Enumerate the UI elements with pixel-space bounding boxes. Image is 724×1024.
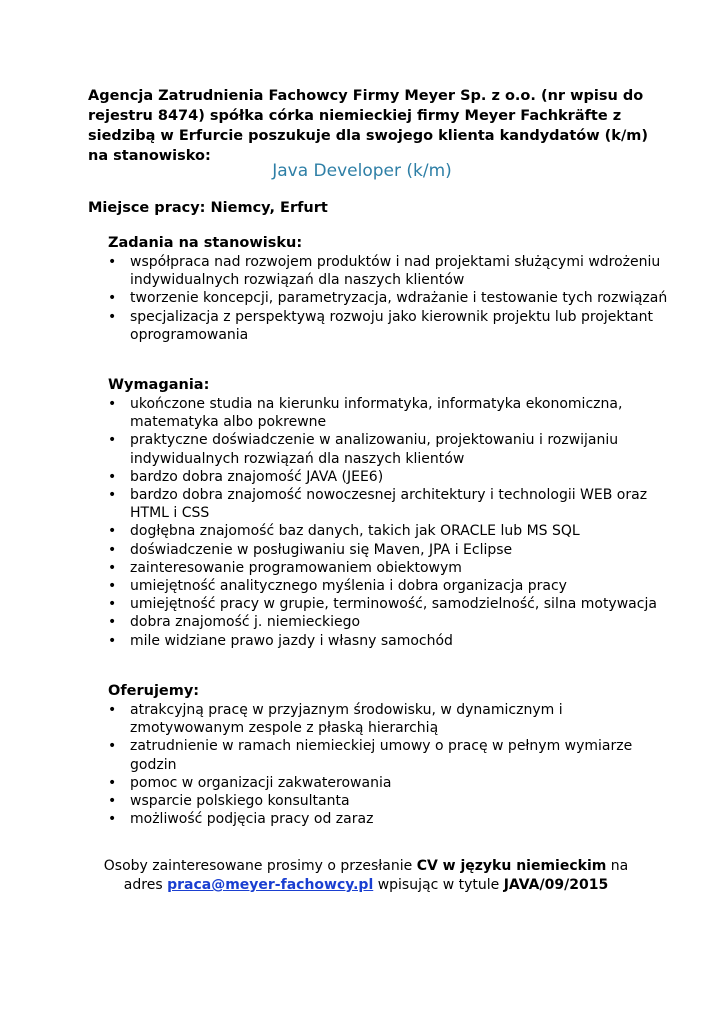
tasks-list — [108, 253, 668, 344]
bullet-icon: • — [108, 793, 117, 810]
requirements-heading: Wymagania: — [108, 377, 210, 393]
work-location: Miejsce pracy: Niemcy, Erfurt — [88, 200, 328, 216]
list-item — [108, 774, 668, 792]
list-item — [108, 559, 668, 577]
list-item-text: wsparcie polskiego konsultanta — [130, 793, 350, 810]
bullet-icon: • — [108, 396, 117, 412]
list-item — [108, 431, 668, 467]
list-item — [108, 792, 668, 810]
list-item-text: bardzo dobra znajomość JAVA (JEE6) — [130, 468, 384, 485]
offer-section — [108, 682, 668, 828]
bullet-icon: • — [108, 290, 117, 307]
list-item-text: tworzenie koncepcji, parametryzacja, wdrażanie i testowanie tych rozwiązań — [130, 290, 668, 307]
list-item — [108, 289, 668, 307]
list-item-text: współpraca nad rozwojem produktów i nad projektami służącymi wdrożeniu indywidualnych rozwiązań dla naszych klientów — [130, 254, 661, 289]
list-item-text: zatrudnienie w ramach niemieckiej umowy o pracę w pełnym wymiarze godzin — [130, 738, 633, 773]
bullet-icon: • — [108, 541, 117, 558]
list-item — [108, 577, 668, 595]
bullet-icon: • — [108, 432, 117, 449]
closing-text-2: na adres — [123, 858, 629, 893]
list-item-text: bardzo dobra znajomość nowoczesnej architektury i technologii WEB oraz HTML i CSS — [130, 487, 648, 522]
list-item-text: doświadczenie w posługiwaniu się Maven, JPA i Eclipse — [130, 541, 513, 558]
email-link[interactable]: praca@meyer-fachowcy.pl — [167, 877, 374, 893]
bullet-icon: • — [108, 308, 117, 325]
requirements-list — [108, 395, 668, 650]
bullet-icon: • — [108, 523, 117, 540]
list-item — [108, 632, 668, 650]
bullet-icon: • — [108, 487, 117, 504]
list-item-text: praktyczne doświadczenie w analizowaniu, projektowaniu i rozwijaniu indywidualnych rozwiązań dla naszych klientów — [130, 432, 619, 467]
offer-heading: Oferujemy: — [108, 683, 200, 699]
list-item — [108, 810, 668, 828]
cv-language-requirement: CV w języku niemieckim — [416, 858, 607, 874]
list-item — [108, 613, 668, 631]
bullet-icon: • — [108, 468, 117, 485]
list-item — [108, 541, 668, 559]
list-item-text: specjalizacja z perspektywą rozwoju jako kierownik projektu lub projektant oprogramowania — [130, 308, 653, 343]
list-item — [108, 701, 668, 737]
bullet-icon: • — [108, 559, 117, 576]
reference-code: JAVA/09/2015 — [503, 877, 609, 893]
closing-text-3: wpisując w tytule — [373, 877, 504, 893]
bullet-icon: • — [108, 578, 117, 595]
bullet-icon: • — [108, 632, 117, 649]
list-item-text: możliwość podjęcia pracy od zaraz — [130, 811, 374, 828]
list-item-text: zainteresowanie programowaniem obiektowym — [130, 559, 462, 576]
list-item-text: dobra znajomość j. niemieckiego — [130, 614, 361, 631]
list-item-text: umiejętność pracy w grupie, terminowość, samodzielność, silna motywacja — [130, 596, 657, 613]
intro-paragraph: Agencja Zatrudnienia Fachowcy Firmy Meyer Sp. z o.o. (nr wpisu do rejestru 8474) spółka córka niemieckiej firmy Meyer Fachkräfte z siedzibą w Erfurcie poszukuje dla swojego klienta kandydatów (k/m) na stanowisko: — [88, 88, 648, 164]
bullet-icon: • — [108, 614, 117, 631]
requirements-section — [108, 376, 668, 650]
list-item-text: atrakcyjną pracę w przyjaznym środowisku, w dynamicznym i zmotywowanym zespole z płaską hierarchią — [130, 702, 563, 737]
tasks-section — [108, 234, 668, 344]
list-item — [108, 486, 668, 522]
list-item-text: mile widziane prawo jazdy i własny samochód — [130, 632, 453, 649]
list-item — [108, 395, 668, 431]
offer-list — [108, 701, 668, 828]
list-item-text: pomoc w organizacji zakwaterowania — [130, 774, 392, 791]
list-item — [108, 468, 668, 486]
list-item — [108, 737, 668, 773]
list-item-text: umiejętność analitycznego myślenia i dobra organizacja pracy — [130, 578, 567, 595]
job-title: Java Developer (k/m) — [272, 161, 452, 181]
tasks-heading: Zadania na stanowisku: — [108, 235, 303, 251]
list-item — [108, 253, 668, 289]
list-item-text: ukończone studia na kierunku informatyka, informatyka ekonomiczna, matematyka albo pokrewne — [130, 396, 623, 431]
bullet-icon: • — [108, 774, 117, 791]
bullet-icon: • — [108, 811, 117, 828]
closing-paragraph — [88, 857, 644, 895]
list-item — [108, 308, 668, 344]
list-item-text: dogłębna znajomość baz danych, takich jak ORACLE lub MS SQL — [130, 523, 580, 540]
list-item — [108, 522, 668, 540]
closing-text-1: Osoby zainteresowane prosimy o przesłanie — [103, 858, 417, 874]
bullet-icon: • — [108, 738, 117, 755]
list-item — [108, 595, 668, 613]
bullet-icon: • — [108, 596, 117, 613]
bullet-icon: • — [108, 702, 117, 718]
bullet-icon: • — [108, 254, 117, 270]
